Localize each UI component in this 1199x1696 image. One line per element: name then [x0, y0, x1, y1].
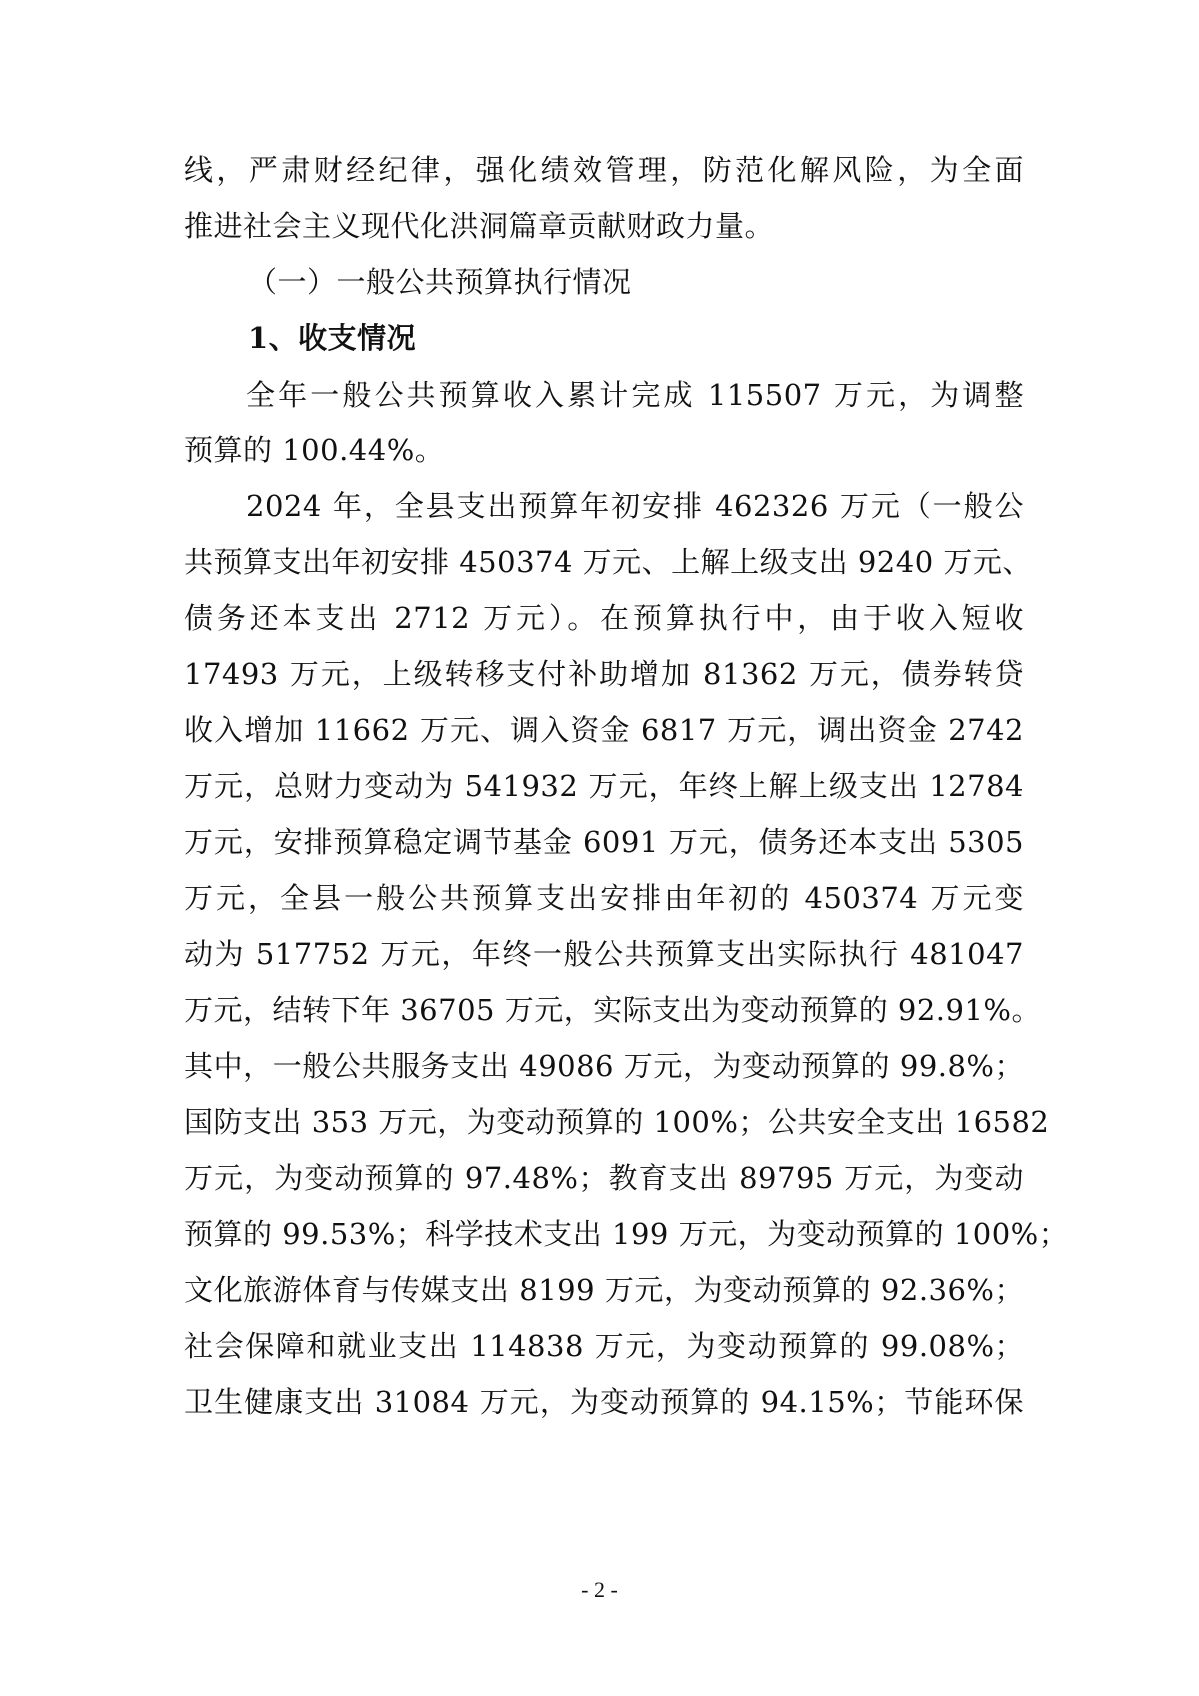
text-line-20: 预算的 99.53%；科学技术支出 199 万元，为变动预算的 100%； — [184, 1217, 1069, 1251]
page-number: - 2 - — [581, 1577, 618, 1602]
text-line-17: 其中，一般公共服务支出 49086 万元，为变动预算的 99.8%； — [184, 1049, 1024, 1083]
text-line-7: 2024 年，全县支出预算年初安排 462326 万元（一般公 — [246, 489, 1024, 523]
text-line-19: 万元，为变动预算的 97.48%；教育支出 89795 万元，为变动 — [184, 1161, 1024, 1195]
text-line-15: 动为 517752 万元，年终一般公共预算支出实际执行 481047 — [184, 937, 1024, 971]
text-line-9: 债务还本支出 2712 万元）。在预算执行中，由于收入短收 — [184, 601, 1024, 635]
text-line-21: 文化旅游体育与传媒支出 8199 万元，为变动预算的 92.36%； — [184, 1273, 1024, 1307]
text-line-16: 万元，结转下年 36705 万元，实际支出为变动预算的 92.91%。 — [184, 993, 1041, 1027]
subsection-heading: 1、收支情况 — [248, 321, 417, 355]
text-line-2: 推进社会主义现代化洪洞篇章贡献财政力量。 — [184, 209, 775, 243]
text-line-23: 卫生健康支出 31084 万元，为变动预算的 94.15%；节能环保 — [184, 1385, 1024, 1419]
text-line-22: 社会保障和就业支出 114838 万元，为变动预算的 99.08%； — [184, 1329, 1024, 1363]
text-line-8: 共预算支出年初安排 450374 万元、上解上级支出 9240 万元、 — [184, 545, 1032, 579]
text-line-13: 万元，安排预算稳定调节基金 6091 万元，债务还本支出 5305 — [184, 825, 1024, 859]
text-line-1: 线，严肃财经纪律，强化绩效管理，防范化解风险，为全面 — [184, 153, 1024, 187]
text-line-11: 收入增加 11662 万元、调入资金 6817 万元，调出资金 2742 — [184, 713, 1024, 747]
text-line-18: 国防支出 353 万元，为变动预算的 100%；公共安全支出 16582 — [184, 1105, 1050, 1139]
text-line-12: 万元，总财力变动为 541932 万元，年终上解上级支出 12784 — [184, 769, 1024, 803]
text-line-6: 预算的 100.44%。 — [184, 433, 445, 467]
text-line-10: 17493 万元，上级转移支付补助增加 81362 万元，债券转贷 — [184, 657, 1024, 691]
text-line-5: 全年一般公共预算收入累计完成 115507 万元，为调整 — [246, 378, 1024, 412]
text-line-14: 万元，全县一般公共预算支出安排由年初的 450374 万元变 — [184, 881, 1024, 915]
section-heading: （一）一般公共预算执行情况 — [248, 265, 632, 299]
